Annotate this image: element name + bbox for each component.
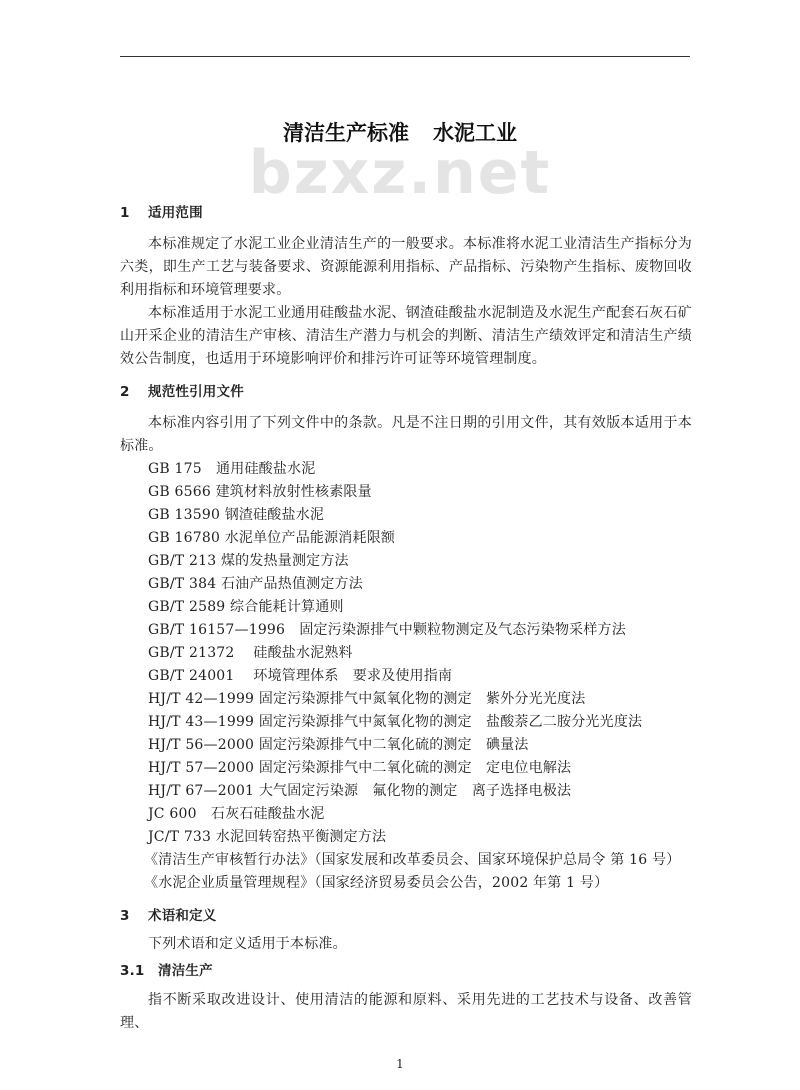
section-title: 规范性引用文件	[148, 384, 244, 400]
regulation-list	[120, 849, 692, 895]
reference-item: GB 13590 钢渣硅酸盐水泥	[148, 507, 325, 523]
paragraph: 下列术语和定义适用于本标准。	[148, 936, 347, 952]
paragraph: 本标准适用于水泥工业通用硅酸盐水泥、钢渣硅酸盐水泥制造及水泥生产配套石灰石矿山开采企业的清洁生产审核、清洁生产潜力与机会的判断、清洁生产绩效评定和清洁生产绩效公告制度，也适用于环境影响评价和排污许可证等环境管理制度。	[120, 305, 692, 367]
subsection-number: 3.1	[120, 963, 145, 979]
section-title: 适用范围	[148, 205, 203, 221]
subsection-3-1-heading	[120, 960, 692, 983]
reference-list	[120, 458, 692, 849]
reference-item: JC/T 733 水泥回转窑热平衡测定方法	[148, 829, 387, 845]
page-number: 1	[396, 1057, 404, 1071]
paragraph: 本标准内容引用了下列文件中的条款。凡是不注日期的引用文件，其有效版本适用于本标准。	[120, 415, 692, 454]
reference-item: HJ/T 67—2001 大气固定污染源 氟化物的测定 离子选择电极法	[148, 783, 572, 799]
reference-item: HJ/T 57—2000 固定污染源排气中二氧化硫的测定 定电位电解法	[148, 760, 572, 776]
section-number: 2	[120, 384, 130, 400]
section-2-heading	[120, 381, 692, 404]
title-main: 清洁生产标准	[283, 121, 409, 145]
paragraph: 指不断采取改进设计、使用清洁的能源和原料、采用先进的工艺技术与设备、改善管理、	[120, 992, 692, 1031]
reference-item: GB 16780 水泥单位产品能源消耗限额	[148, 530, 396, 546]
reference-item: HJ/T 42—1999 固定污染源排气中氮氧化物的测定 紫外分光光度法	[148, 691, 586, 707]
section-number: 1	[120, 205, 130, 221]
regulation-item: 《清洁生产审核暂行办法》（国家发展和改革委员会、国家环境保护总局令 第 16 号）	[144, 852, 681, 868]
header-rule	[120, 56, 690, 57]
section-3-heading	[120, 905, 692, 928]
section-1-heading	[120, 202, 692, 225]
reference-item: GB/T 21372 硅酸盐水泥熟料	[148, 645, 353, 661]
reference-item: HJ/T 43—1999 固定污染源排气中氮氧化物的测定 盐酸萘乙二胺分光光度法	[148, 714, 643, 730]
reference-item: GB/T 213 煤的发热量测定方法	[148, 553, 349, 569]
document-body	[120, 202, 692, 1035]
reference-item: GB 175 通用硅酸盐水泥	[148, 461, 316, 477]
document-title	[0, 120, 800, 146]
reference-item: JC 600 石灰石硅酸盐水泥	[148, 806, 325, 822]
paragraph: 本标准规定了水泥工业企业清洁生产的一般要求。本标准将水泥工业清洁生产指标分为六类，即生产工艺与装备要求、资源能源利用指标、产品指标、污染物产生指标、废物回收利用指标和环境管理要求。	[120, 236, 692, 298]
reference-item: GB/T 16157—1996 固定污染源排气中颗粒物测定及气态污染物采样方法	[148, 622, 626, 638]
section-title: 术语和定义	[148, 908, 217, 924]
reference-item: GB/T 384 石油产品热值测定方法	[148, 576, 363, 592]
reference-item: GB/T 2589 综合能耗计算通则	[148, 599, 344, 615]
subsection-title: 清洁生产	[158, 963, 213, 979]
reference-item: GB/T 24001 环境管理体系 要求及使用指南	[148, 668, 453, 684]
regulation-item: 《水泥企业质量管理规程》（国家经济贸易委员会公告，2002 年第 1 号）	[144, 875, 609, 891]
reference-item: HJ/T 56—2000 固定污染源排气中二氧化硫的测定 碘量法	[148, 737, 529, 753]
section-number: 3	[120, 908, 130, 924]
title-sub: 水泥工业	[433, 121, 517, 145]
reference-item: GB 6566 建筑材料放射性核素限量	[148, 484, 372, 500]
watermark: bzxz.net	[248, 138, 552, 208]
